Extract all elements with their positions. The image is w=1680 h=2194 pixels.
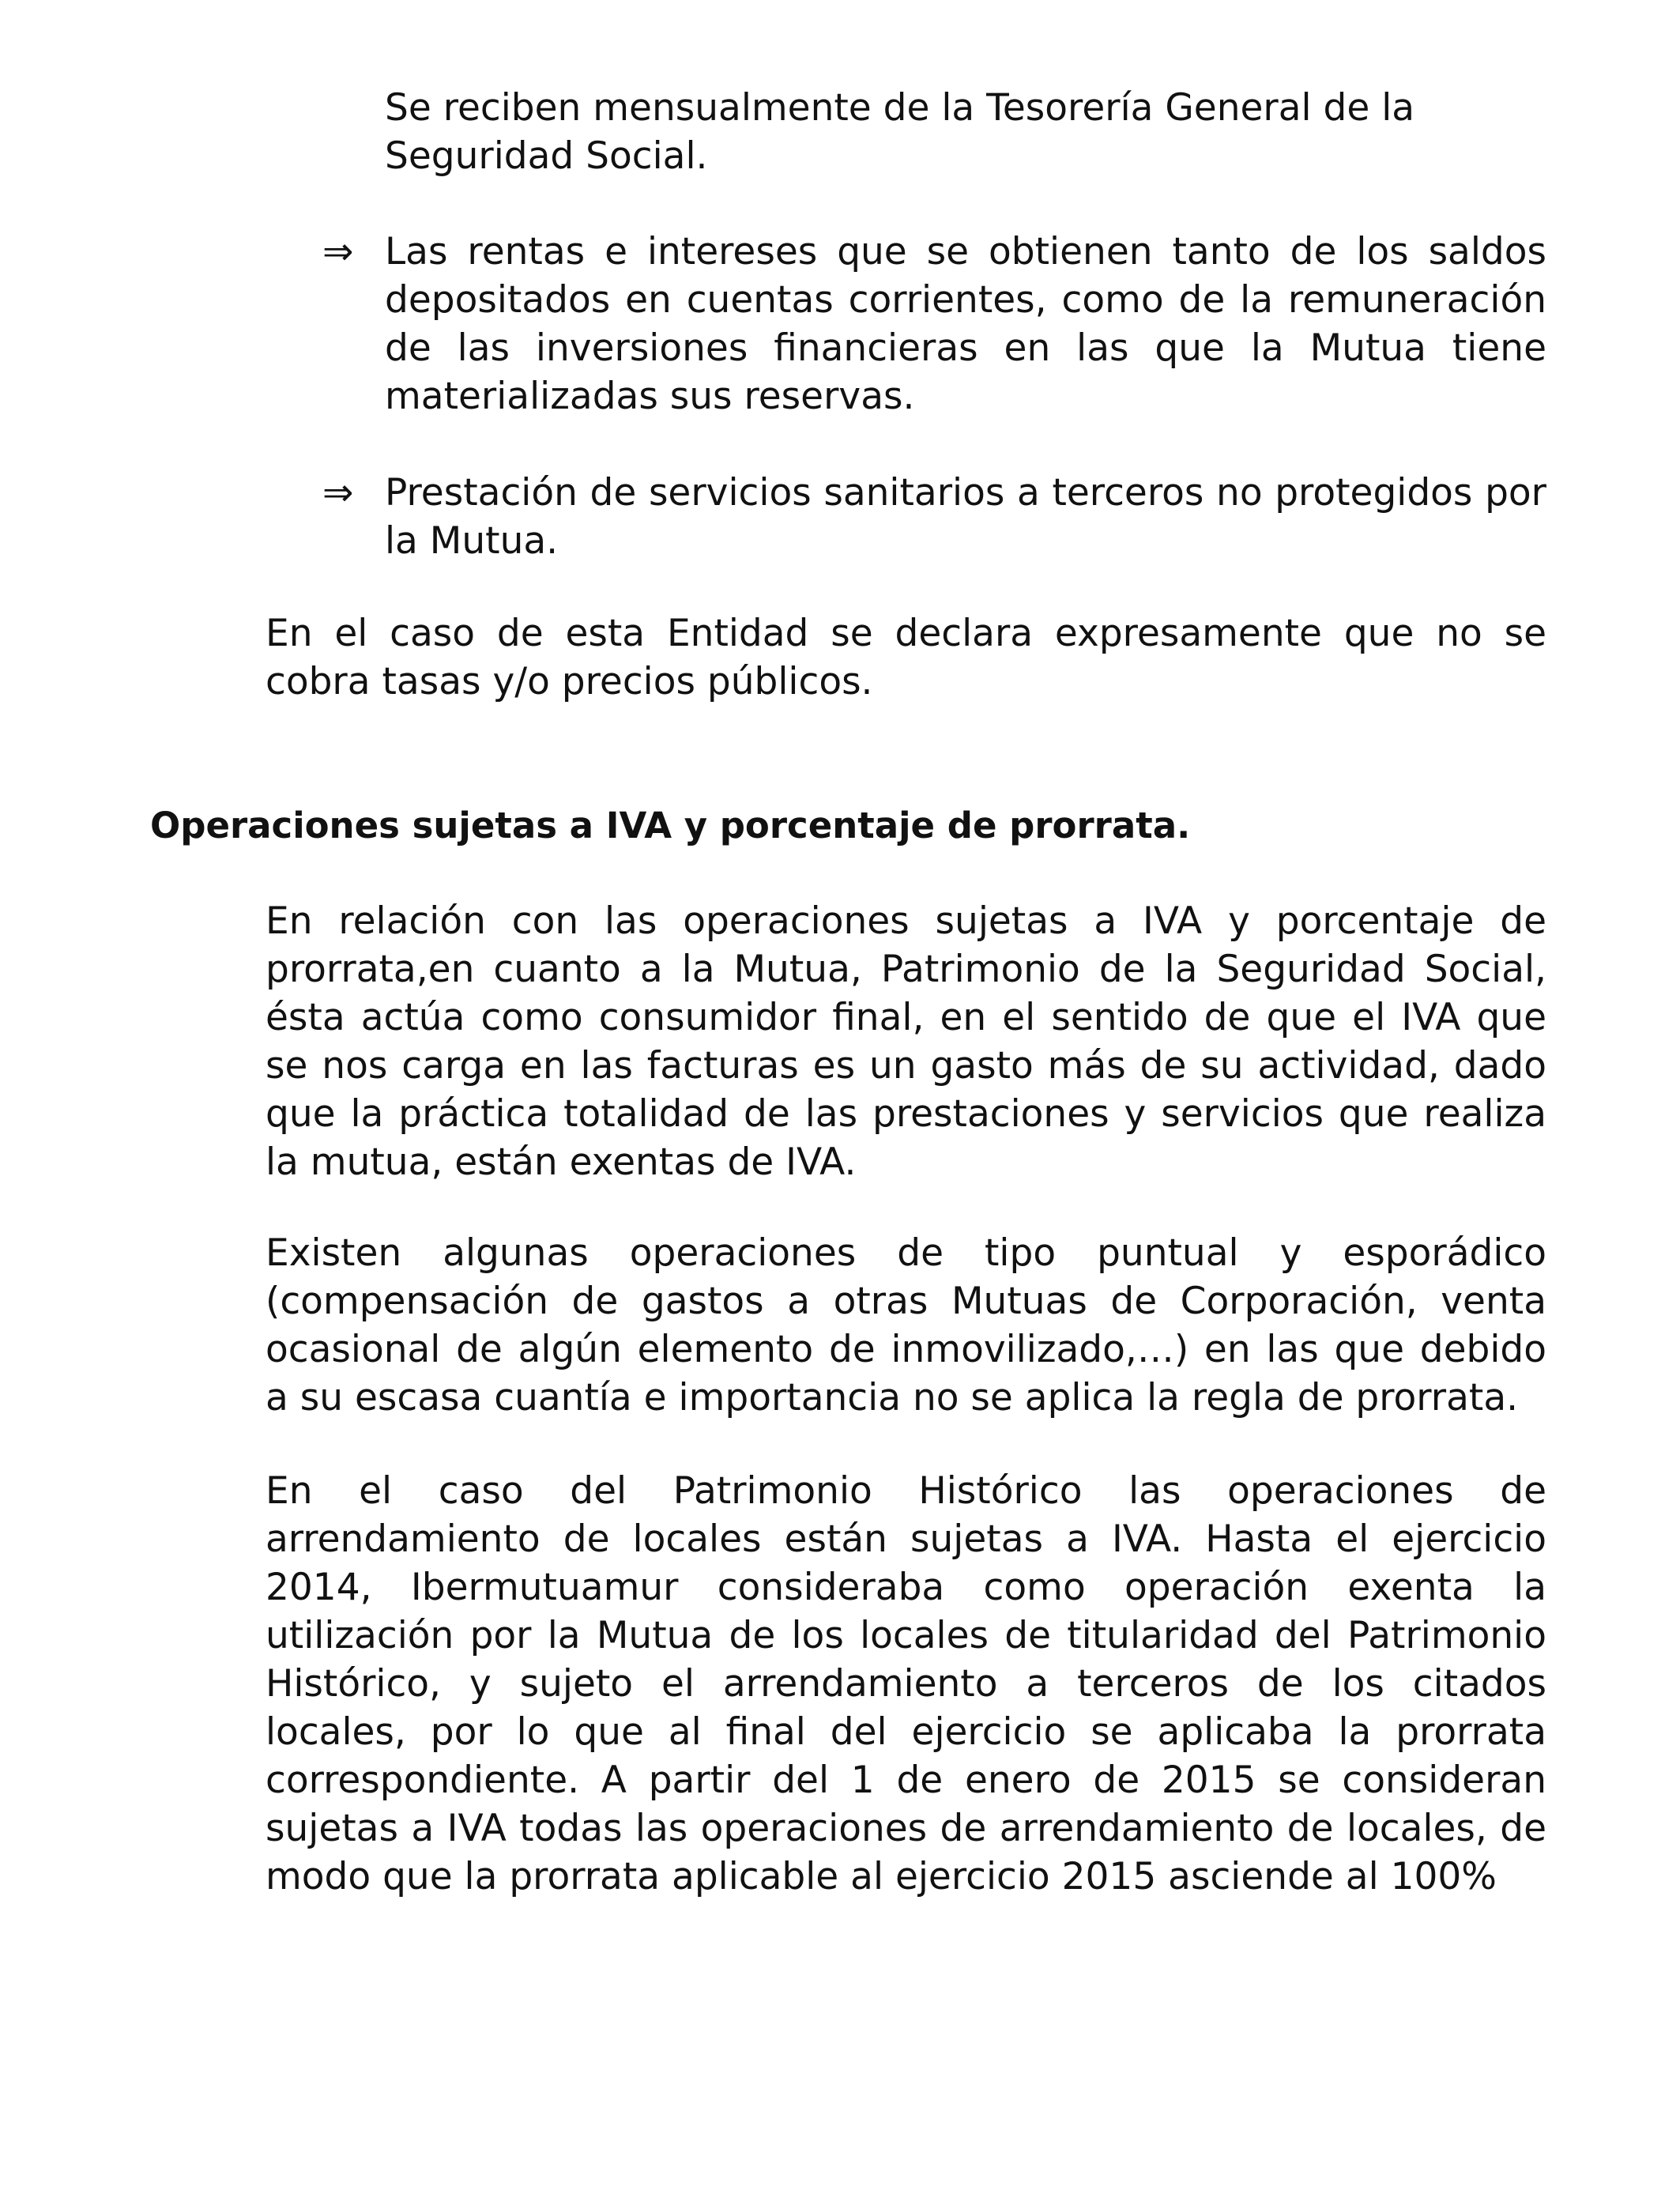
continuation-text: Se reciben mensualmente de la Tesorería General de la Seguridad Social.: [385, 86, 1415, 178]
paragraph-patrimonio-historico: En el caso del Patrimonio Histórico las operaciones de arrendamiento de locales están sujetas a IVA. Hasta el ejercicio 2014, Ibermutuamur consideraba como operación exenta la utilización por la Mutua de los locales de titularidad del Patrimonio Histórico, y sujeto el arrendamiento a terceros de los citados locales, por lo que al final del ejercicio se aplicaba la prorrata correspondiente. A partir del 1 de enero de 2015 se consideran sujetas a IVA todas las operaciones de arrendamiento de locales, de modo que la prorrata aplicable al ejercicio 2015 asciende al 100%: [266, 1469, 1546, 1898]
paragraph-operaciones-puntuales: Existen algunas operaciones de tipo puntual y esporádico (compensación de gastos a otras Mutuas de Corporación, venta ocasional de algún elemento de inmovilizado,…) en las que debido a su escasa cuantía e importancia no se aplica la regla de prorrata.: [266, 1231, 1546, 1419]
bullet-item-rentas: [322, 228, 1546, 420]
paragraph-tasas: En el caso de esta Entidad se declara expresamente que no se cobra tasas y/o precios públicos.: [266, 612, 1546, 703]
bullet-text: Prestación de servicios sanitarios a terceros no protegidos por la Mutua.: [385, 471, 1546, 563]
paragraph-consumidor-final: En relación con las operaciones sujetas a IVA y porcentaje de prorrata,en cuanto a la Mutua, Patrimonio de la Seguridad Social, ésta actúa como consumidor final, en el sentido de que el IVA que se nos carga en las facturas es un gasto más de su actividad, dado que la práctica totalidad de las prestaciones y servicios que realiza la mutua, están exentas de IVA.: [266, 899, 1546, 1184]
double-arrow-right-icon: ⇒: [322, 471, 354, 515]
section-heading: Operaciones sujetas a IVA y porcentaje de prorrata.: [150, 805, 1191, 846]
bullet-item-prestacion: [322, 469, 1546, 565]
double-arrow-right-icon: ⇒: [322, 230, 354, 273]
bullet-text: Las rentas e intereses que se obtienen tanto de los saldos depositados en cuentas corrientes, como de la remuneración de las inversiones financieras en las que la Mutua tiene materializadas sus reservas.: [385, 230, 1546, 418]
